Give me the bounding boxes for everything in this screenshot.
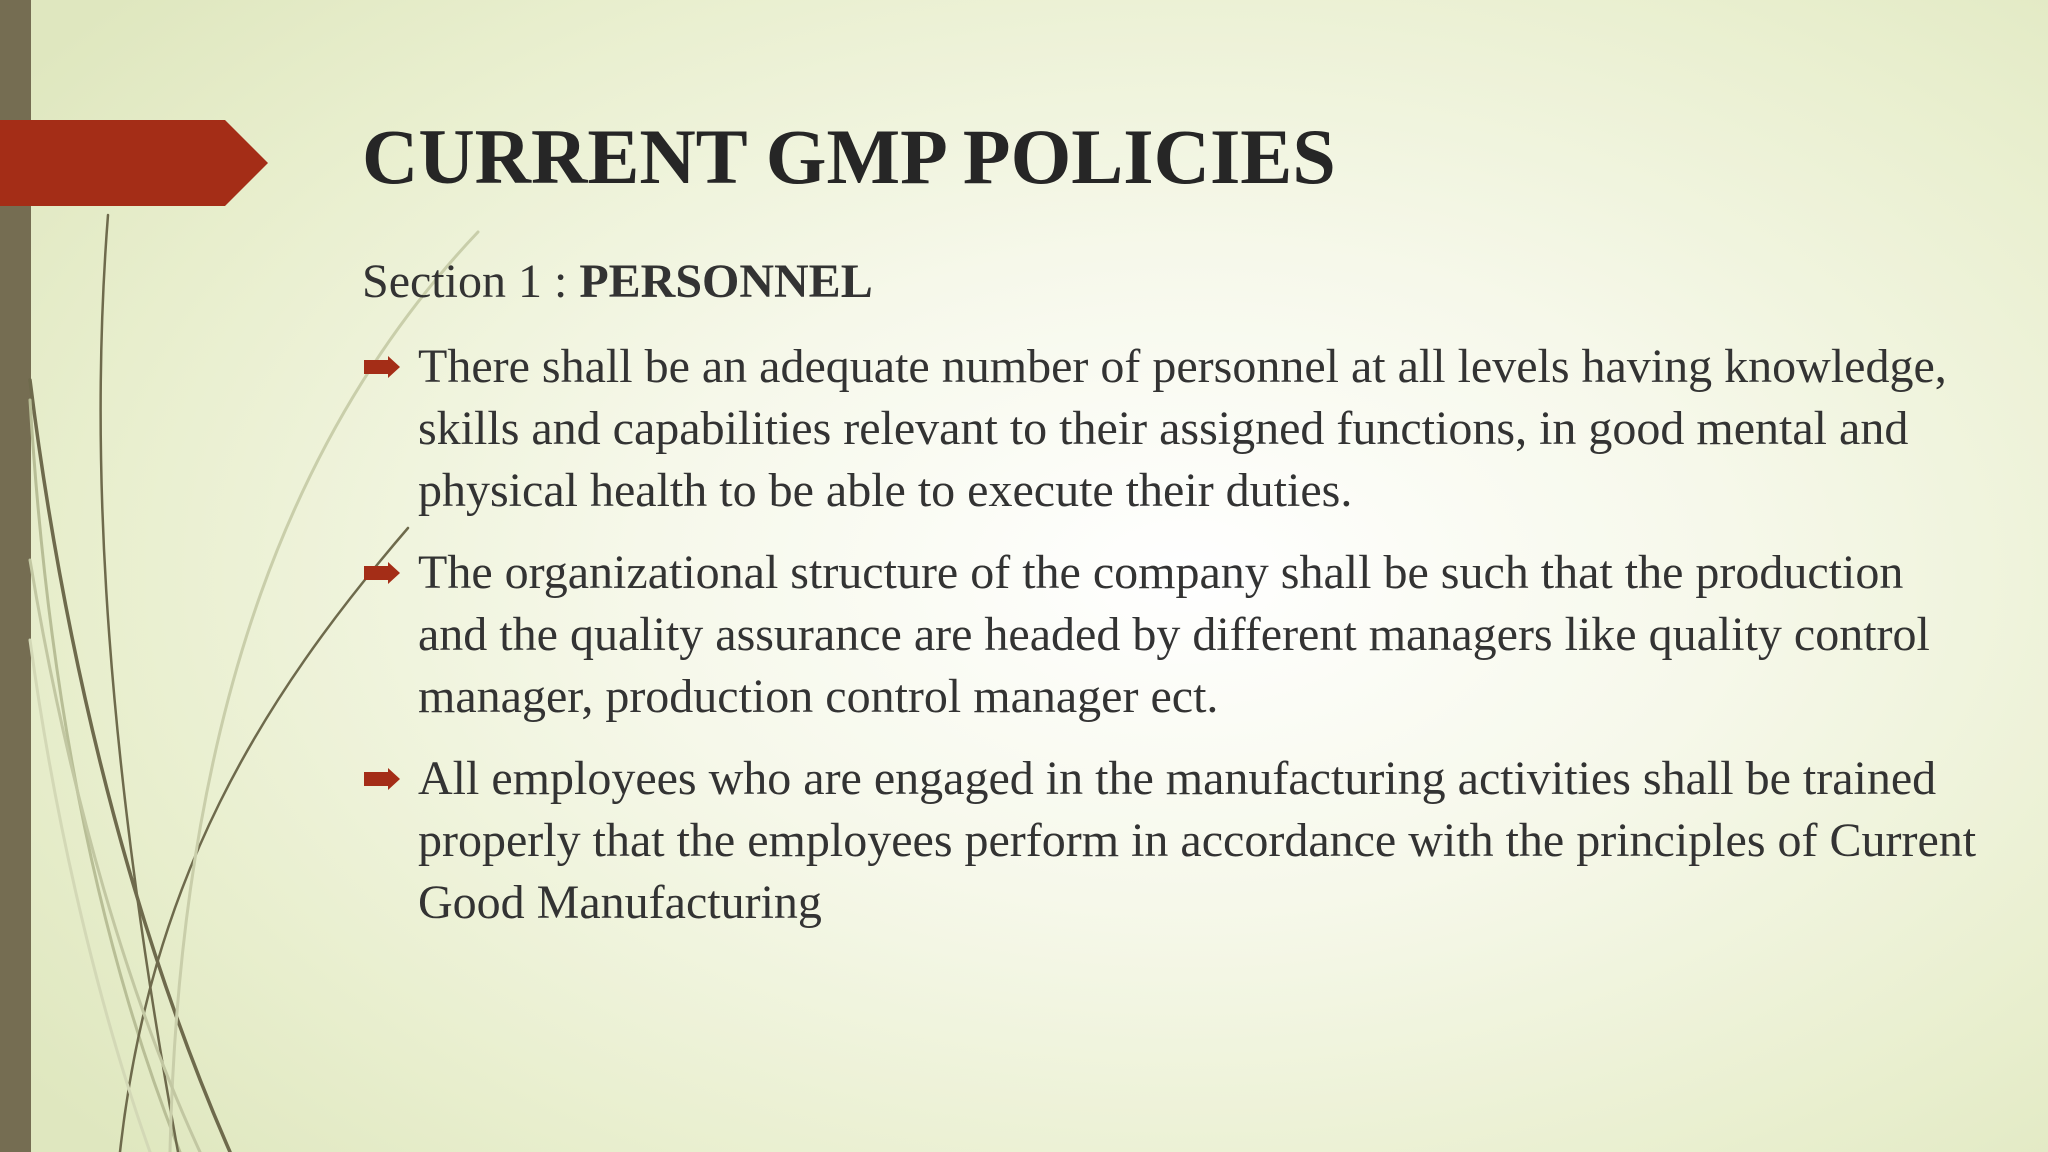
list-item (362, 336, 1982, 522)
list-item (362, 748, 1982, 934)
arrow-bullet-icon (364, 562, 400, 584)
section-label: Section 1 : (362, 255, 580, 308)
bullet-list (362, 336, 1982, 954)
arrow-bullet-icon (364, 768, 400, 790)
slide-title: CURRENT GMP POLICIES (362, 113, 1336, 200)
section-name: PERSONNEL (579, 255, 873, 308)
bullet-text: The organizational structure of the company shall be such that the production and the quality assurance are headed by different managers like quality control manager, production control manager ect. (418, 546, 1930, 723)
bullet-text: All employees who are engaged in the manufacturing activities shall be trained properly that the employees perform in accordance with the principles of Current Good Manufacturing (418, 752, 1977, 929)
arrow-bullet-icon (364, 356, 400, 378)
bullet-text: There shall be an adequate number of personnel at all levels having knowledge, skills and capabilities relevant to their assigned functions, in good mental and physical health to be able to execute their duties. (418, 340, 1947, 517)
section-heading (362, 254, 873, 309)
list-item (362, 542, 1982, 728)
arrow-banner-icon (0, 120, 270, 206)
accent-banner-shape (0, 120, 268, 206)
